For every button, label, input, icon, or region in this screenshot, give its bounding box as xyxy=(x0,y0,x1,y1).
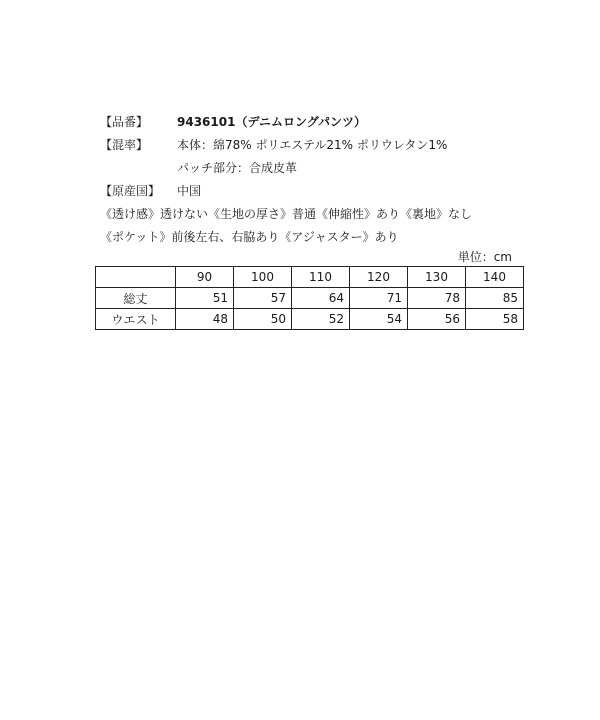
unit-label: 単位：cm xyxy=(457,250,512,264)
row-name: ウエスト xyxy=(96,309,176,330)
table-cell: 51 xyxy=(176,288,234,309)
attributes-line-2: 《ポケット》前後左右、右脇あり《アジャスター》あり xyxy=(100,230,399,244)
table-cell: 56 xyxy=(408,309,466,330)
table-row xyxy=(96,288,524,309)
material-row xyxy=(100,137,447,153)
origin-row xyxy=(100,183,201,199)
table-cell: 50 xyxy=(234,309,292,330)
origin-label: 【原産国】 xyxy=(100,184,161,198)
row-name: 総丈 xyxy=(96,288,176,309)
size-header: 100 xyxy=(234,267,292,288)
size-header: 130 xyxy=(408,267,466,288)
size-header: 120 xyxy=(350,267,408,288)
material-row-2 xyxy=(177,160,297,176)
table-cell: 64 xyxy=(292,288,350,309)
table-row xyxy=(96,309,524,330)
item-number-value: 9436101（デニムロングパンツ） xyxy=(177,115,367,129)
size-header-row xyxy=(96,267,524,288)
material-value-2: パッチ部分：合成皮革 xyxy=(177,161,298,175)
table-cell: 52 xyxy=(292,309,350,330)
item-number-label: 【品番】 xyxy=(100,115,149,129)
attributes-line-1: 《透け感》透けない《生地の厚さ》普通《伸縮性》あり《裏地》なし xyxy=(100,207,473,221)
table-cell: 54 xyxy=(350,309,408,330)
table-cell: 78 xyxy=(408,288,466,309)
size-header: 140 xyxy=(466,267,524,288)
table-cell: 58 xyxy=(466,309,524,330)
table-cell: 85 xyxy=(466,288,524,309)
item-number-row xyxy=(100,114,366,130)
size-header: 110 xyxy=(292,267,350,288)
origin-value: 中国 xyxy=(177,184,202,198)
header-blank-cell xyxy=(96,267,176,288)
size-header: 90 xyxy=(176,267,234,288)
table-cell: 57 xyxy=(234,288,292,309)
size-table xyxy=(95,266,524,330)
table-cell: 71 xyxy=(350,288,408,309)
material-label: 【混率】 xyxy=(100,138,149,152)
table-cell: 48 xyxy=(176,309,234,330)
material-value: 本体：綿78% ポリエステル21% ポリウレタン1% xyxy=(177,138,448,152)
